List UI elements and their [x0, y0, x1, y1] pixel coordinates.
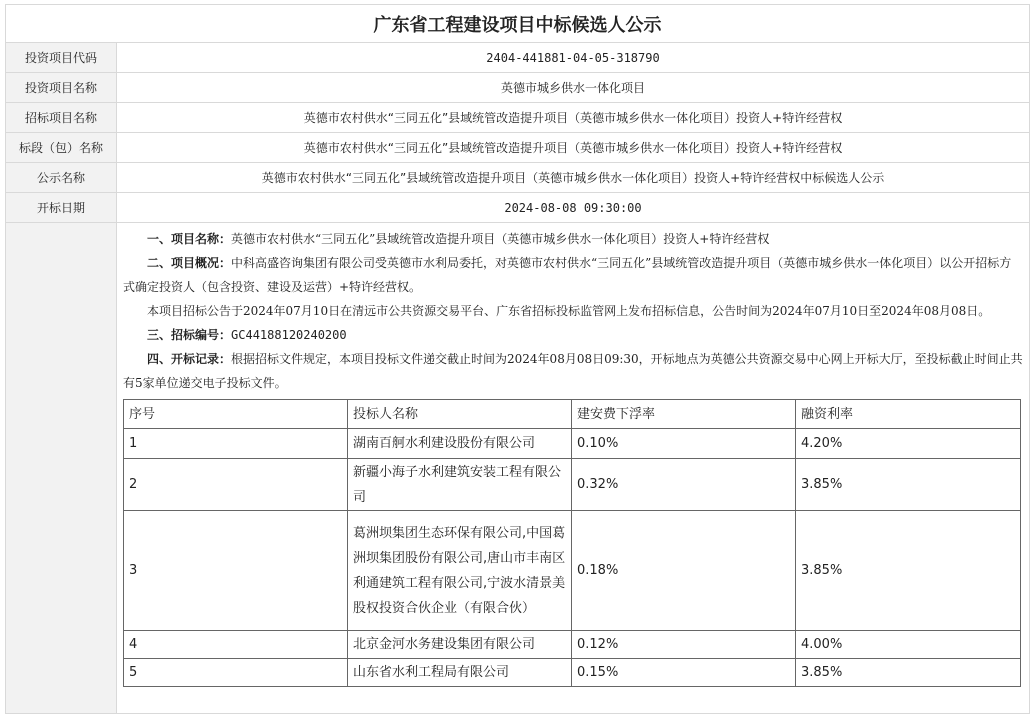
table-row [124, 459, 1021, 511]
cell-bidder: 北京金河水务建设集团有限公司 [348, 631, 572, 659]
section-heading: 二、项目概况： [147, 256, 232, 270]
field-row-tender-name [6, 103, 1030, 133]
field-value: 英德市农村供水“三同五化”县域统管改造提升项目（英德市城乡供水一体化项目）投资人+特许经营权 [117, 103, 1030, 133]
field-label: 标段（包）名称 [6, 133, 117, 163]
cell-interest: 3.85% [796, 459, 1021, 511]
cell-rate: 0.18% [572, 511, 796, 631]
table-row [124, 511, 1021, 631]
field-label: 公示名称 [6, 163, 117, 193]
header-cell: 投标人名称 [348, 400, 572, 429]
field-row-opening-date [6, 193, 1030, 223]
cell-rate: 0.32% [572, 459, 796, 511]
field-value: 2404-441881-04-05-318790 [117, 43, 1030, 73]
table-row [124, 429, 1021, 459]
field-row-notice-name [6, 163, 1030, 193]
cell-interest: 3.85% [796, 659, 1021, 687]
cell-no: 3 [124, 511, 348, 631]
header-cell: 序号 [124, 400, 348, 429]
bid-table-header [124, 400, 1021, 429]
cell-bidder: 湖南百舸水利建设股份有限公司 [348, 429, 572, 459]
notice-paragraph: 本项目招标公告于2024年07月10日在清远市公共资源交易平台、广东省招标投标监管网上发布招标信息，公告时间为2024年07月10日至2024年08月08日。 [147, 304, 991, 318]
cell-no: 4 [124, 631, 348, 659]
cell-interest: 4.00% [796, 631, 1021, 659]
content-label-empty [6, 223, 117, 714]
section-project-name [123, 227, 1023, 251]
header-cell: 融资利率 [796, 400, 1021, 429]
section-text: 中科高盛咨询集团有限公司受英德市水利局委托，对英德市农村供水“三同五化”县域统管改造提升项目（英德市城乡供水一体化项目）以公开招标方式确定投资人（包含投资、建设及运营）+特许经营权。 [123, 256, 1012, 294]
cell-interest: 4.20% [796, 429, 1021, 459]
field-value: 英德市农村供水“三同五化”县域统管改造提升项目（英德市城乡供水一体化项目）投资人+特许经营权 [117, 133, 1030, 163]
field-row-project-name [6, 73, 1030, 103]
field-label: 投资项目名称 [6, 73, 117, 103]
section-heading: 四、开标记录： [147, 352, 232, 366]
field-value: 英德市城乡供水一体化项目 [117, 73, 1030, 103]
page-title: 广东省工程建设项目中标候选人公示 [6, 5, 1030, 43]
section-text: 根据招标文件规定，本项目投标文件递交截止时间为2024年08月08日09:30，开标地点为英德公共资源交易中心网上开标大厅，至投标截止时间止共有5家单位递交电子投标文件。 [123, 352, 1023, 390]
field-row-lot-name [6, 133, 1030, 163]
section-heading: 一、项目名称： [147, 232, 232, 246]
table-row [124, 659, 1021, 687]
cell-interest: 3.85% [796, 511, 1021, 631]
bid-table [123, 399, 1021, 687]
cell-no: 1 [124, 429, 348, 459]
field-label: 招标项目名称 [6, 103, 117, 133]
section-heading: 三、招标编号： [147, 328, 232, 342]
field-row-project-code [6, 43, 1030, 73]
cell-bidder: 山东省水利工程局有限公司 [348, 659, 572, 687]
field-value: 2024-08-08 09:30:00 [117, 193, 1030, 223]
field-label: 投资项目代码 [6, 43, 117, 73]
field-label: 开标日期 [6, 193, 117, 223]
cell-no: 2 [124, 459, 348, 511]
table-row [124, 631, 1021, 659]
cell-rate: 0.12% [572, 631, 796, 659]
cell-rate: 0.10% [572, 429, 796, 459]
notice-table [5, 4, 1030, 714]
section-text: 英德市农村供水“三同五化”县域统管改造提升项目（英德市城乡供水一体化项目）投资人+特许经营权 [231, 232, 770, 246]
cell-bidder: 葛洲坝集团生态环保有限公司,中国葛洲坝集团股份有限公司,唐山市丰南区利通建筑工程有限公司,宁波水清景美股权投资合伙企业（有限合伙） [348, 511, 572, 631]
notice-container [5, 4, 1029, 714]
cell-no: 5 [124, 659, 348, 687]
section-tender-number [123, 323, 1023, 347]
header-cell: 建安费下浮率 [572, 400, 796, 429]
field-value: 英德市农村供水“三同五化”县域统管改造提升项目（英德市城乡供水一体化项目）投资人+特许经营权中标候选人公示 [117, 163, 1030, 193]
section-opening-record [123, 347, 1023, 395]
cell-bidder: 新疆小海子水利建筑安装工程有限公司 [348, 459, 572, 511]
cell-rate: 0.15% [572, 659, 796, 687]
section-text: GC44188120240200 [231, 328, 347, 342]
section-overview [123, 251, 1023, 299]
notice-content [117, 223, 1030, 714]
